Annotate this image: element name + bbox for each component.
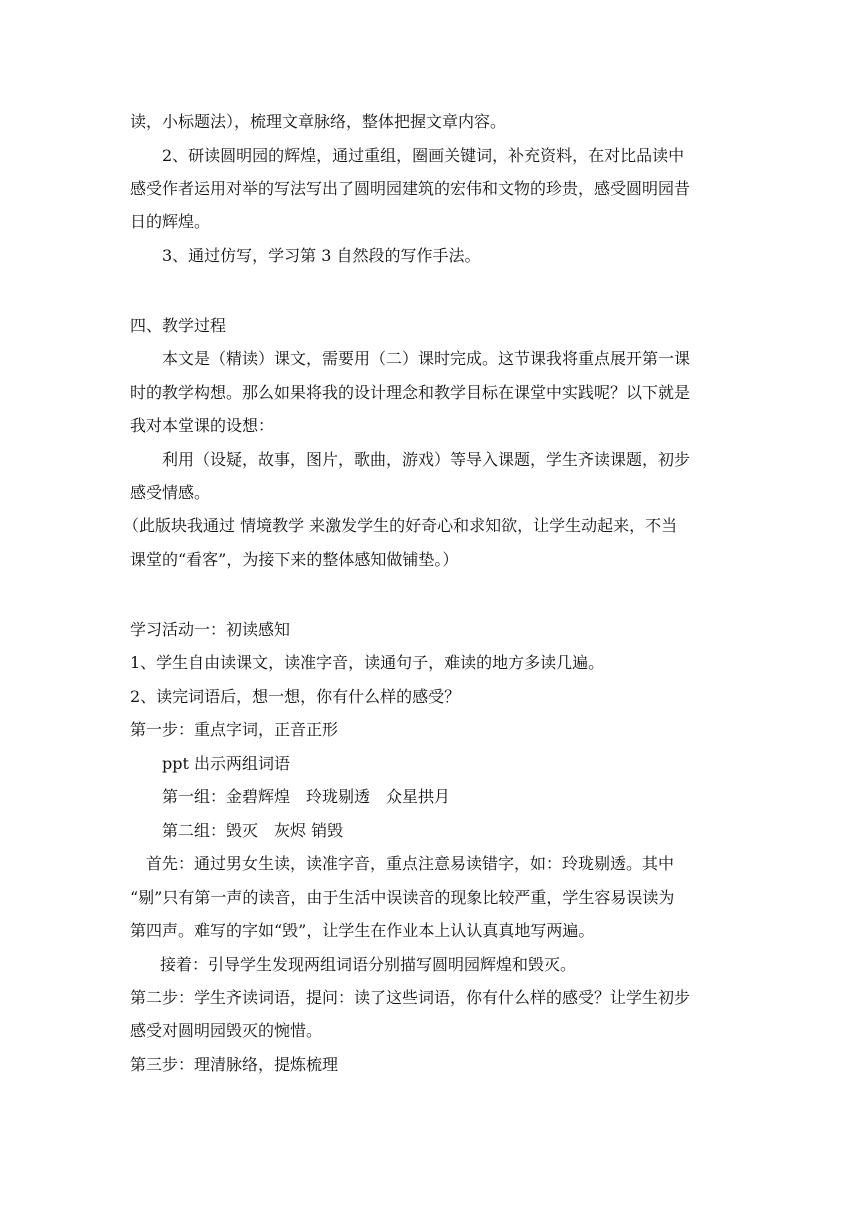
intro-line-2: 时的教学构想。那么如果将我的设计理念和教学目标在课堂中实践呢？以下就是 xyxy=(130,383,691,402)
first-line-2: “剔”只有第一声的读音，由于生活中误读音的现象比较严重，学生容易误读为 xyxy=(130,888,675,907)
section-heading: 四、教学过程 xyxy=(130,316,227,335)
note-line-1: （此版块我通过 情境教学 来激发学生的好奇心和求知欲，让学生动起来，不当 xyxy=(123,516,678,535)
first-line-3: 第四声。难写的字如“毁”，让学生在作业本上认认真真地写两遍。 xyxy=(130,921,595,940)
objective-3-line: 3、通过仿写，学习第 3 自然段的写作手法。 xyxy=(162,246,481,265)
objective-2-line-3: 日的辉煌。 xyxy=(130,212,211,231)
word-group-1: 第一组：金碧辉煌 玲珑剔透 众星拱月 xyxy=(162,787,451,806)
step-3-heading: 第三步：理清脉络，提炼梳理 xyxy=(130,1055,339,1074)
lead-in-line-1: 利用（设疑，故事，图片，歌曲，游戏）等导入课题，学生齐读课题，初步 xyxy=(162,450,691,469)
activity-item-2: 2、读完词语后，想一想，你有什么样的感受？ xyxy=(130,687,461,706)
step-2-line-2: 感受对圆明园毁灭的惋惜。 xyxy=(130,1021,323,1040)
objective-2-line-2: 感受作者运用对举的写法写出了圆明园建筑的宏伟和文物的珍贵，感受圆明园昔 xyxy=(130,179,691,198)
activity-heading: 学习活动一：初读感知 xyxy=(130,620,291,639)
note-line-2: 课堂的“看客”，为接下来的整体感知做铺垫。） xyxy=(130,550,459,569)
activity-item-1: 1、学生自由读课文，读准字音，读通句子，难读的地方多读几遍。 xyxy=(130,653,605,672)
first-line-1: 首先：通过男女生读，读准字音，重点注意易读错字，如：玲珑剔透。其中 xyxy=(146,854,675,873)
ppt-line: ppt 出示两组词语 xyxy=(162,754,291,773)
text-line: 读，小标题法），梳理文章脉络，整体把握文章内容。 xyxy=(130,112,507,131)
intro-line-3: 我对本堂课的设想： xyxy=(130,416,275,435)
step-2-line-1: 第二步：学生齐读词语，提问：读了这些词语，你有什么样的感受？让学生初步 xyxy=(130,988,691,1007)
next-line: 接着：引导学生发现两组词语分别描写圆明园辉煌和毁灭。 xyxy=(160,955,577,974)
word-group-2: 第二组：毁灭 灰烬 销毁 xyxy=(162,821,344,840)
lead-in-line-2: 感受情感。 xyxy=(130,483,211,502)
intro-line-1: 本文是（精读）课文，需要用（二）课时完成。这节课我将重点展开第一课 xyxy=(162,349,691,368)
objective-2-line-1: 2、研读圆明园的辉煌，通过重组，圈画关键词，补充资料，在对比品读中 xyxy=(162,146,685,165)
step-1-heading: 第一步：重点字词，正音正形 xyxy=(130,720,339,739)
